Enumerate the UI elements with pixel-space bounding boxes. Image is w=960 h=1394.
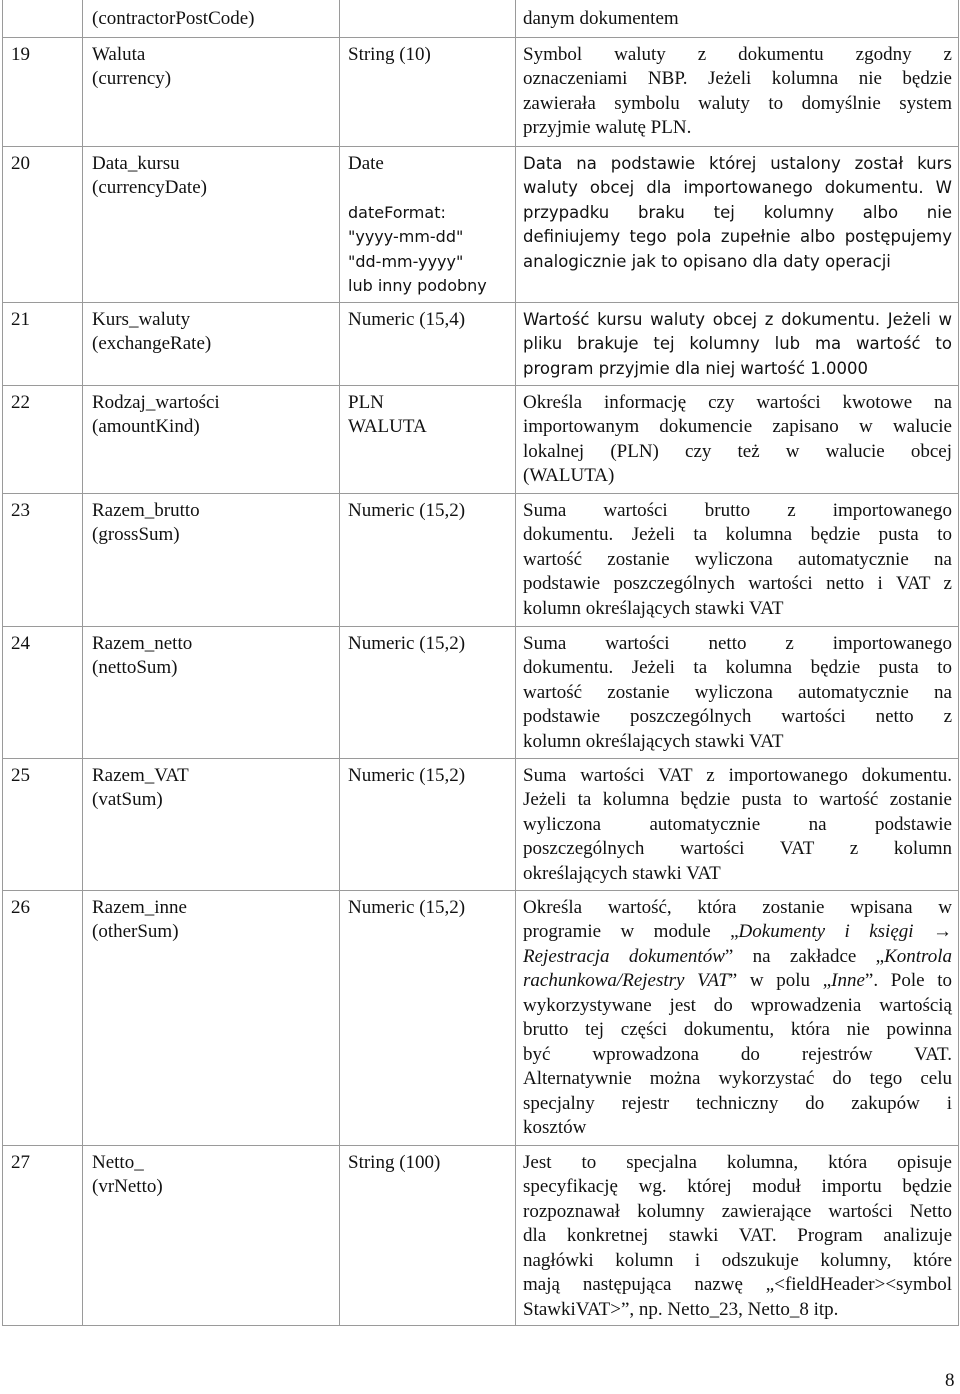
cell-description bbox=[516, 385, 959, 493]
data-type-line: lub inny podobny bbox=[348, 276, 487, 295]
cell-row-number bbox=[3, 146, 83, 302]
description-segment: ” na zakładce „ bbox=[724, 945, 885, 967]
description-line: dokumentu. Jeżeli ta kolumna będzie pusta to bbox=[523, 657, 952, 678]
description-line: nagłówki kolumn i odszukuje kolumny, które bbox=[523, 1249, 952, 1271]
description-line: podstawie poszczególnych wartości netto i VAT z bbox=[523, 573, 952, 594]
description-segment: ” w polu „ bbox=[728, 970, 832, 991]
cell-field-name bbox=[83, 758, 340, 890]
cell-description bbox=[516, 626, 959, 758]
cell-row-number bbox=[3, 385, 83, 493]
field-name-line: (otherSum) bbox=[92, 921, 179, 942]
cell-data-type bbox=[340, 1145, 516, 1325]
description-line: Suma wartości netto z importowanego bbox=[523, 632, 952, 654]
cell-description bbox=[516, 146, 959, 302]
description-line: wartość zostanie wyliczona automatycznie na bbox=[523, 548, 952, 570]
description-line: lokalnej (PLN) czy też w walucie obcej bbox=[523, 440, 952, 462]
table-row bbox=[3, 890, 959, 1145]
description-line: przyjmie walutę PLN. bbox=[523, 117, 692, 138]
cell-field-name bbox=[83, 146, 340, 302]
row-number: 22 bbox=[11, 391, 30, 413]
data-type-line: "yyyy-mm-dd" bbox=[348, 227, 464, 246]
field-name-line: (contractorPostCode) bbox=[92, 8, 255, 29]
description-line: (WALUTA) bbox=[523, 465, 615, 486]
cell-field-name bbox=[83, 385, 340, 493]
description-line: danym dokumentem bbox=[523, 8, 679, 29]
description-line: Jest to specjalna kolumna, która opisuje bbox=[523, 1151, 952, 1173]
cell-field-name bbox=[83, 37, 340, 146]
description-segment: programie w module „ bbox=[523, 921, 739, 942]
cell-description bbox=[516, 493, 959, 626]
field-name-line: (amountKind) bbox=[92, 416, 200, 437]
field-name-line: Razem_brutto bbox=[92, 499, 200, 521]
data-type-line: String (10) bbox=[348, 43, 431, 65]
table-row bbox=[3, 0, 959, 37]
page-number: 8 bbox=[945, 1370, 955, 1391]
description-line: poszczególnych wartości VAT z kolumn bbox=[523, 838, 952, 859]
row-number: 24 bbox=[11, 632, 30, 654]
table-row bbox=[3, 626, 959, 758]
field-name-line: (grossSum) bbox=[92, 524, 180, 545]
table-row bbox=[3, 302, 959, 385]
description-line: rozpoznawał kolumny zawierające wartości Netto bbox=[523, 1200, 952, 1222]
description-line: Określa wartość, która zostanie wpisana w bbox=[523, 896, 952, 918]
cell-data-type bbox=[340, 385, 516, 493]
field-name-line: Waluta bbox=[92, 43, 146, 65]
cell-row-number bbox=[3, 0, 83, 37]
cell-field-name bbox=[83, 626, 340, 758]
cell-data-type bbox=[340, 146, 516, 302]
description-line: importowanym dokumencie zapisano w walucie bbox=[523, 416, 952, 437]
description-italic-segment: Rejestracja dokumentów bbox=[523, 945, 725, 967]
table-row bbox=[3, 493, 959, 626]
description-line: Suma wartości brutto z importowanego bbox=[523, 499, 952, 521]
table-row bbox=[3, 385, 959, 493]
cell-field-name bbox=[83, 302, 340, 385]
row-number: 26 bbox=[11, 896, 30, 918]
description-line: pliku brakuje tej kolumny lub ma wartość to bbox=[523, 334, 952, 353]
table-body bbox=[3, 0, 959, 1325]
field-name-line: Razem_inne bbox=[92, 896, 187, 918]
field-name-line: Rodzaj_wartości bbox=[92, 391, 220, 413]
data-type-line: dateFormat: bbox=[348, 202, 446, 222]
import-columns-table bbox=[2, 0, 959, 1326]
cell-description bbox=[516, 758, 959, 890]
cell-row-number bbox=[3, 890, 83, 1145]
description-line: wartość zostanie wyliczona automatycznie na bbox=[523, 681, 952, 703]
cell-row-number bbox=[3, 493, 83, 626]
cell-data-type bbox=[340, 626, 516, 758]
cell-row-number bbox=[3, 37, 83, 146]
cell-row-number bbox=[3, 302, 83, 385]
cell-row-number bbox=[3, 1145, 83, 1325]
description-line: zawierała symbolu waluty to domyślnie system bbox=[523, 92, 952, 114]
description-line: kolumn określających stawki VAT bbox=[523, 730, 784, 752]
description-line: Symbol waluty z dokumentu zgodny z bbox=[523, 43, 952, 65]
description-line: program przyjmie dla niej wartość 1.0000 bbox=[523, 358, 869, 378]
description-line: Wartość kursu waluty obcej z dokumentu. Jeżeli w bbox=[523, 309, 952, 329]
cell-field-name bbox=[83, 493, 340, 626]
row-number: 27 bbox=[11, 1151, 30, 1173]
description-line: Alternatywnie można wykorzystać do tego celu bbox=[523, 1068, 952, 1089]
data-type-line: String (100) bbox=[348, 1151, 441, 1173]
data-type-line: Numeric (15,2) bbox=[348, 499, 466, 521]
description-line: być wprowadzona do rejestrów VAT. bbox=[523, 1043, 952, 1065]
description-line: przypadku braku tej kolumny albo nie bbox=[523, 202, 952, 222]
description-italic-segment: Kontrola bbox=[884, 945, 952, 967]
description-line: Określa informację czy wartości kwotowe na bbox=[523, 391, 952, 413]
cell-row-number bbox=[3, 758, 83, 890]
description-line: kosztów bbox=[523, 1117, 587, 1138]
field-name-line: (currency) bbox=[92, 68, 172, 89]
description-italic-segment: Inne bbox=[831, 970, 865, 991]
description-line bbox=[523, 920, 952, 945]
cell-description bbox=[516, 890, 959, 1145]
description-line: definiujemy tego pola zupełnie albo postępujemy bbox=[523, 227, 952, 246]
cell-row-number bbox=[3, 626, 83, 758]
row-number: 19 bbox=[11, 43, 30, 65]
description-line: Suma wartości VAT z importowanego dokumentu. bbox=[523, 764, 952, 786]
description-line: waluty obcej dla importowanego dokumentu. W bbox=[523, 178, 952, 197]
table-row bbox=[3, 758, 959, 890]
cell-description bbox=[516, 37, 959, 146]
data-type-line: Numeric (15,2) bbox=[348, 632, 466, 654]
data-type-line: "dd-mm-yyyy" bbox=[348, 251, 464, 271]
description-line: mają następująca nazwę „<fieldHeader><symbol bbox=[523, 1274, 952, 1295]
description-line: brutto tej części dokumentu, która nie powinna bbox=[523, 1019, 952, 1040]
data-type-line: WALUTA bbox=[348, 416, 427, 437]
cell-data-type bbox=[340, 302, 516, 385]
field-name-line: Netto_ bbox=[92, 1151, 144, 1173]
description-line: podstawie poszczególnych wartości netto z bbox=[523, 706, 952, 727]
description-line: StawkiVAT>”, np. Netto_23, Netto_8 itp. bbox=[523, 1298, 839, 1320]
table-row bbox=[3, 146, 959, 302]
data-type-line: PLN bbox=[348, 391, 384, 413]
field-name-line: (exchangeRate) bbox=[92, 333, 212, 354]
data-type-line: Numeric (15,2) bbox=[348, 764, 466, 786]
cell-data-type bbox=[340, 37, 516, 146]
field-name-line: (currencyDate) bbox=[92, 177, 207, 198]
row-number: 20 bbox=[11, 152, 30, 174]
description-line bbox=[523, 969, 952, 994]
field-name-line: Razem_VAT bbox=[92, 764, 189, 786]
cell-description bbox=[516, 302, 959, 385]
description-line: wyliczona automatycznie na podstawie bbox=[523, 813, 952, 835]
field-name-line: Data_kursu bbox=[92, 152, 180, 174]
cell-data-type bbox=[340, 493, 516, 626]
cell-data-type bbox=[340, 758, 516, 890]
field-name-line: Razem_netto bbox=[92, 632, 193, 654]
field-name-line: (vatSum) bbox=[92, 789, 163, 810]
description-segment: ”. Pole to bbox=[864, 970, 952, 991]
data-type-line: Numeric (15,4) bbox=[348, 308, 466, 330]
description-line: określających stawki VAT bbox=[523, 862, 721, 884]
description-line: analogicznie jak to opisano dla daty operacji bbox=[523, 251, 891, 271]
table-row bbox=[3, 1145, 959, 1325]
description-italic-segment: Dokumenty i księgi → bbox=[738, 921, 952, 942]
cell-description bbox=[516, 1145, 959, 1325]
data-type-line: Numeric (15,2) bbox=[348, 896, 466, 918]
description-line: dokumentu. Jeżeli ta kolumna będzie pusta to bbox=[523, 524, 952, 545]
row-number: 21 bbox=[11, 308, 30, 330]
description-line: oznaczeniami NBP. Jeżeli kolumna nie będzie bbox=[523, 68, 952, 89]
description-line: wykorzystywane jest do wprowadzenia wartością bbox=[523, 994, 952, 1016]
description-line: dla konkretnej stawki VAT. Program analizuje bbox=[523, 1225, 952, 1246]
field-name-line: (vrNetto) bbox=[92, 1176, 163, 1197]
description-italic-segment: rachunkowa/Rejestry VAT bbox=[523, 970, 729, 991]
data-type-line: Date bbox=[348, 152, 384, 174]
cell-field-name bbox=[83, 0, 340, 37]
row-number: 25 bbox=[11, 764, 30, 786]
cell-field-name bbox=[83, 890, 340, 1145]
row-number: 23 bbox=[11, 499, 30, 521]
description-line: specjalny rejestr techniczny do zakupów i bbox=[523, 1092, 952, 1114]
cell-description bbox=[516, 0, 959, 37]
description-line: kolumn określających stawki VAT bbox=[523, 597, 784, 619]
cell-data-type bbox=[340, 890, 516, 1145]
description-line: specyfikację wg. której moduł importu będzie bbox=[523, 1176, 952, 1197]
description-line bbox=[523, 945, 952, 970]
cell-data-type bbox=[340, 0, 516, 37]
description-line: Jeżeli ta kolumna będzie pusta to wartość zostanie bbox=[523, 789, 952, 810]
description-line: Data na podstawie której ustalony został kurs bbox=[523, 153, 952, 173]
field-name-line: Kurs_waluty bbox=[92, 308, 191, 330]
table-row bbox=[3, 37, 959, 146]
cell-field-name bbox=[83, 1145, 340, 1325]
field-name-line: (nettoSum) bbox=[92, 657, 178, 678]
